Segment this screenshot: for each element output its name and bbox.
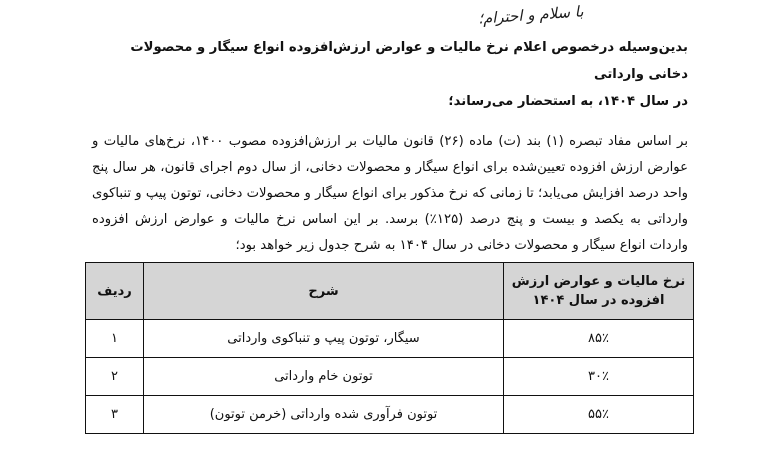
cell-row-no: ۲	[86, 358, 144, 396]
cell-description: توتون خام وارداتی	[144, 358, 504, 396]
cell-row-no: ۳	[86, 396, 144, 434]
handwritten-greeting: با سلام و احترام؛	[477, 2, 585, 28]
column-header-row-no: ردیف	[86, 263, 144, 320]
column-header-description: شرح	[144, 263, 504, 320]
cell-rate: ۵۵٪	[504, 396, 694, 434]
cell-rate: ۳۰٪	[504, 358, 694, 396]
letter-subject-line-1: بدین‌وسیله درخصوص اعلام نرخ مالیات و عوارض ارزش‌افزوده انواع سیگار و محصولات دخانی وارداتی	[130, 40, 688, 82]
rates-table-container	[86, 262, 694, 434]
table-row	[86, 396, 694, 434]
letter-subject	[92, 34, 688, 115]
letter-paragraph: بر اساس مفاد تبصره (۱) بند (ت) ماده (۲۶) قانون مالیات بر ارزش‌افزوده مصوب ۱۴۰۰، نرخ‌های مالیات و عوارض ارزش افزوده تعیین‌شده برای انواع سیگار و محصولات دخانی، از سال دوم اجرای قانون، هر سال پنج واحد درصد افزایش می‌یابد؛ تا زمانی که نرخ مذکور برای انواع سیگار و محصولات دخانی، توتون پیپ و تنباکوی وارداتی به یکصد و بیست و پنج درصد (۱۲۵٪) برسد. بر این اساس نرخ مالیات و عوارض ارزش افزوده واردات انواع سیگار و محصولات دخانی در سال ۱۴۰۴ به شرح جدول زیر خواهد بود؛	[92, 134, 688, 253]
column-header-rate: نرخ مالیات و عوارض ارزش افزوده در سال ۱۴۰۴	[504, 263, 694, 320]
cell-description: سیگار، توتون پیپ و تنباکوی وارداتی	[144, 320, 504, 358]
table-row	[86, 358, 694, 396]
letter-body	[92, 34, 688, 261]
table-row	[86, 320, 694, 358]
rates-table	[85, 262, 694, 434]
letter-subject-line-2: در سال ۱۴۰۴، به استحضار می‌رساند؛	[448, 94, 688, 109]
table-header-row	[86, 263, 694, 320]
cell-rate: ۸۵٪	[504, 320, 694, 358]
cell-description: توتون فرآوری شده وارداتی (خرمن توتون)	[144, 396, 504, 434]
cell-row-no: ۱	[86, 320, 144, 358]
